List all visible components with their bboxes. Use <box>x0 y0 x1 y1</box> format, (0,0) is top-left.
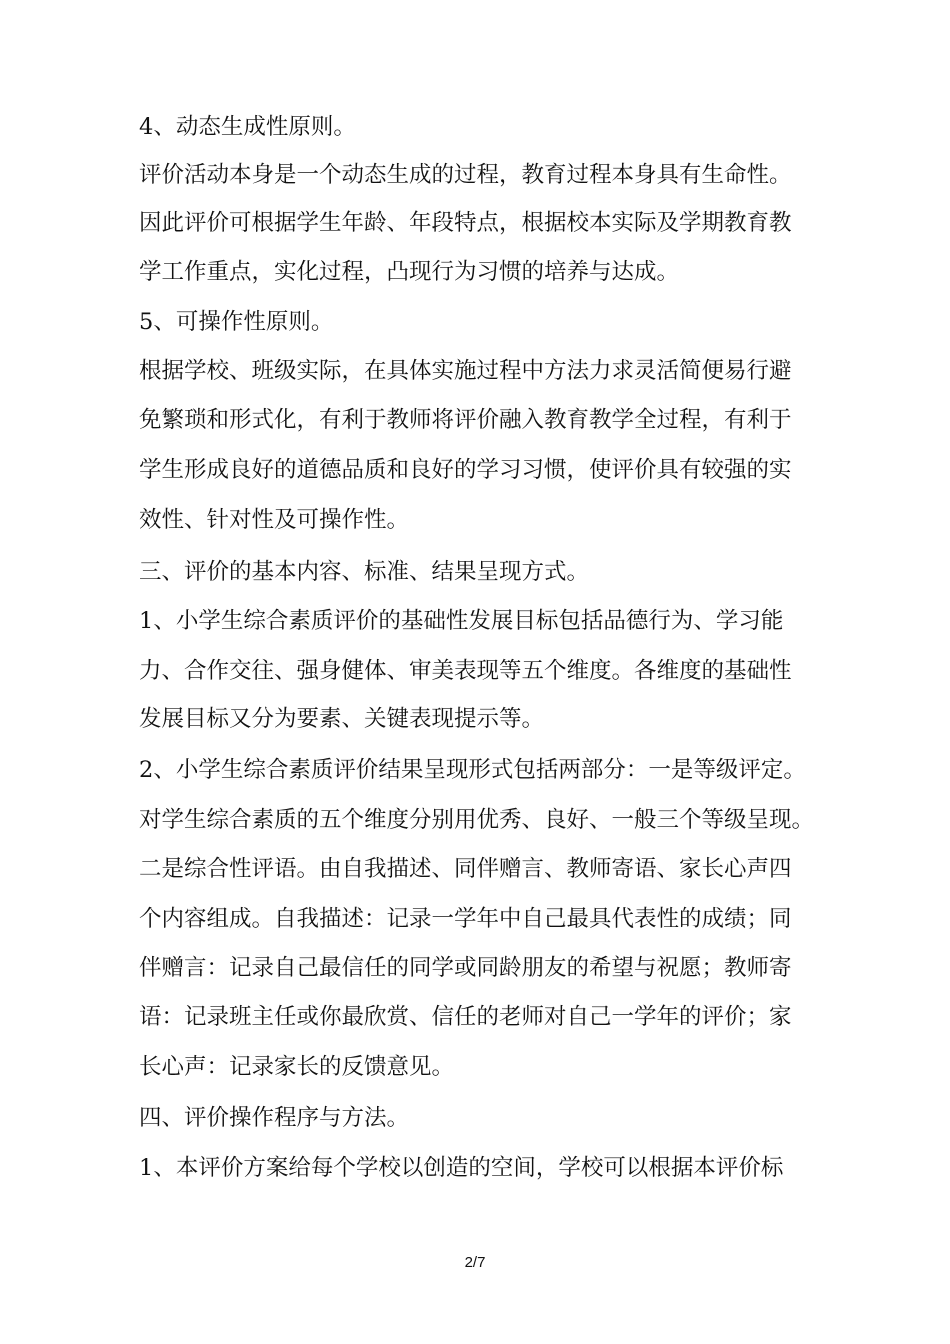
text-line: 免繁琐和形式化，有利于教师将评价融入教育教学全过程，有利于 <box>139 407 792 433</box>
section-heading: 四、评价操作程序与方法。 <box>139 1105 410 1131</box>
text-line: 语：记录班主任或你最欣赏、信任的老师对自己一学年的评价；家 <box>139 1004 792 1030</box>
text-line: 发展目标又分为要素、关键表现提示等。 <box>139 706 545 732</box>
page-number: 2/7 <box>464 1254 486 1271</box>
text-line: 因此评价可根据学生年龄、年段特点，根据校本实际及学期教育教 <box>139 210 792 236</box>
text-line: 4、动态生成性原则。 <box>139 114 356 140</box>
text-line: 学工作重点，实化过程，凸现行为习惯的培养与达成。 <box>139 259 680 285</box>
text-line: 伴赠言：记录自己最信任的同学或同龄朋友的希望与祝愿；教师寄 <box>139 955 792 981</box>
text-line: 评价活动本身是一个动态生成的过程，教育过程本身具有生命性。 <box>139 162 792 188</box>
text-line: 对学生综合素质的五个维度分别用优秀、良好、一般三个等级呈现。 <box>139 807 815 833</box>
section-heading: 三、评价的基本内容、标准、结果呈现方式。 <box>139 559 590 585</box>
text-line: 根据学校、班级实际，在具体实施过程中方法力求灵活简便易行避 <box>139 358 792 384</box>
text-line: 1、小学生综合素质评价的基础性发展目标包括品德行为、学习能 <box>139 608 784 634</box>
text-line: 效性、针对性及可操作性。 <box>139 507 410 533</box>
text-line: 2、小学生综合素质评价结果呈现形式包括两部分：一是等级评定。 <box>139 757 806 783</box>
text-line: 力、合作交往、强身健体、审美表现等五个维度。各维度的基础性 <box>139 658 792 684</box>
text-line: 1、本评价方案给每个学校以创造的空间，学校可以根据本评价标 <box>139 1155 784 1181</box>
text-line: 个内容组成。自我描述：记录一学年中自己最具代表性的成绩；同 <box>139 906 792 932</box>
text-line: 5、可操作性原则。 <box>139 309 334 335</box>
text-line: 二是综合性评语。由自我描述、同伴赠言、教师寄语、家长心声四 <box>139 856 792 882</box>
text-line: 长心声：记录家长的反馈意见。 <box>139 1054 455 1080</box>
text-line: 学生形成良好的道德品质和良好的学习习惯，使评价具有较强的实 <box>139 457 792 483</box>
